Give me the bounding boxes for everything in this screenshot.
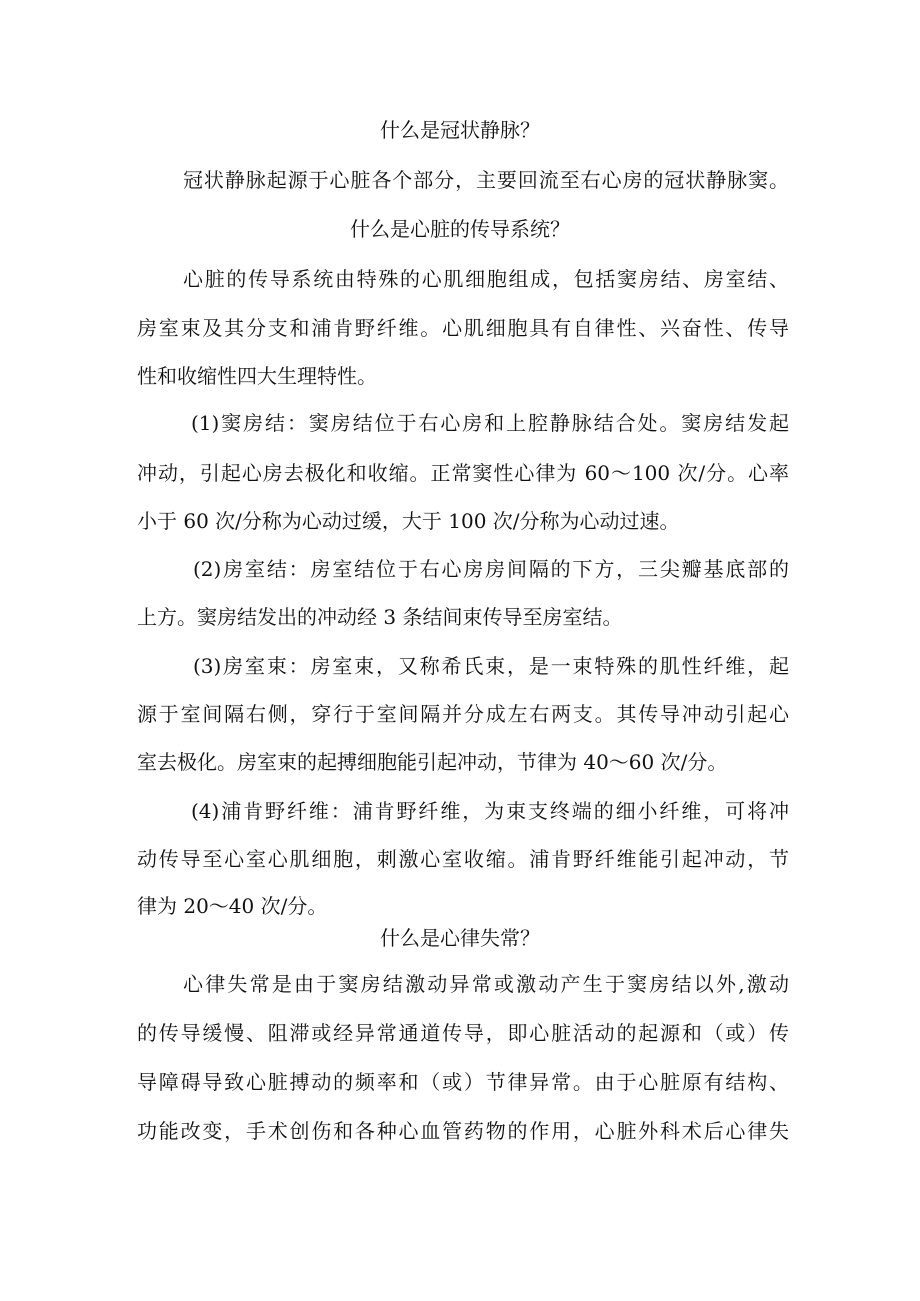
- paragraph-line-sa-node: (1)窦房结：窦房结位于右心房和上腔静脉结合处。窦房结发起: [191, 411, 789, 435]
- paragraph-line: 功能改变，手术创伤和各种心血管药物的作用，心脏外科术后心律失: [137, 1119, 789, 1143]
- heading-conduction-system: 什么是心脏的传导系统？: [350, 217, 570, 241]
- paragraph-line: 心脏的传导系统由特殊的心肌细胞组成，包括窦房结、房室结、: [183, 267, 789, 291]
- paragraph-line: 冲动，引起心房去极化和收缩。正常窦性心律为 60～100 次/分。心率: [137, 461, 789, 485]
- paragraph-line: 律为 20～40 次/分。: [137, 894, 328, 918]
- paragraph-line-purkinje: (4)浦肯野纤维：浦肯野纤维，为束支终端的细小纤维，可将冲: [191, 799, 789, 823]
- paragraph-line: 心律失常是由于窦房结激动异常或激动产生于窦房结以外,激动: [183, 972, 789, 996]
- paragraph-line: 性和收缩性四大生理特性。: [137, 364, 377, 388]
- paragraph-line: 冠状静脉起源于心脏各个部分，主要回流至右心房的冠状静脉窦。: [183, 168, 789, 192]
- paragraph-line: 室去极化。房室束的起搏细胞能引起冲动，节律为 40～60 次/分。: [137, 750, 728, 774]
- heading-coronary-vein: 什么是冠状静脉？: [380, 118, 540, 142]
- paragraph-line: 动传导至心室心肌细胞，刺激心室收缩。浦肯野纤维能引起冲动，节: [137, 847, 789, 871]
- paragraph-line: 的传导缓慢、阻滞或经异常通道传导，即心脏活动的起源和（或）传: [137, 1021, 789, 1045]
- paragraph-line-av-node: (2)房室结：房室结位于右心房房间隔的下方，三尖瓣基底部的: [193, 557, 789, 581]
- paragraph-line-his-bundle: (3)房室束：房室束，又称希氏束，是一束特殊的肌性纤维，起: [193, 654, 789, 678]
- paragraph-line: 源于室间隔右侧，穿行于室间隔并分成左右两支。其传导冲动引起心: [137, 702, 789, 726]
- paragraph-line: 上方。窦房结发出的冲动经 3 条结间束传导至房室结。: [137, 605, 623, 629]
- paragraph-line: 导障碍导致心脏搏动的频率和（或）节律异常。由于心脏原有结构、: [137, 1070, 789, 1094]
- paragraph-line: 房室束及其分支和浦肯野纤维。心肌细胞具有自律性、兴奋性、传导: [137, 316, 789, 340]
- heading-arrhythmia: 什么是心律失常？: [380, 926, 540, 950]
- paragraph-line: 小于 60 次/分称为心动过缓，大于 100 次/分称为心动过速。: [137, 509, 680, 533]
